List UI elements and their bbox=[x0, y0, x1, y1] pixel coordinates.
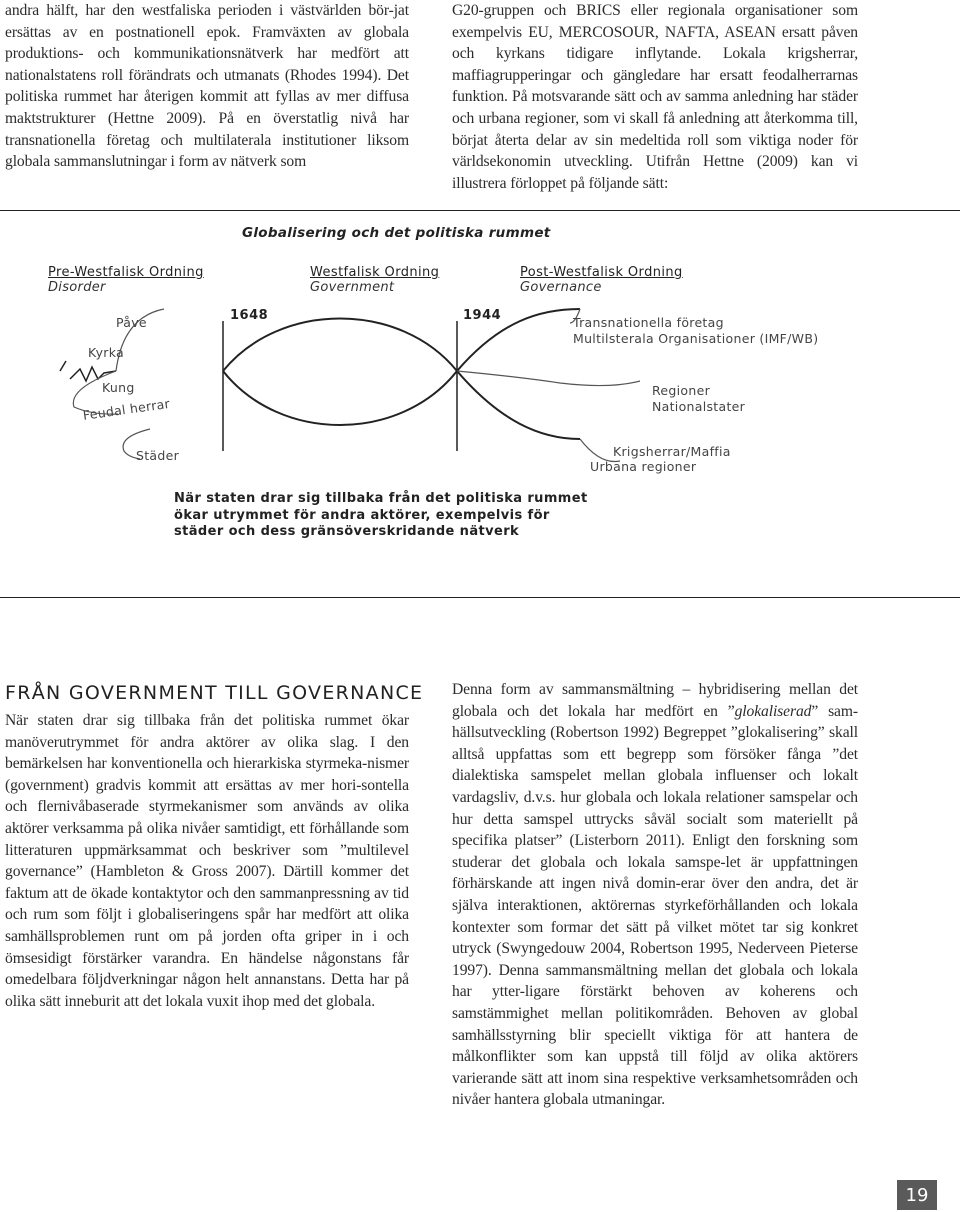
page-number: 19 bbox=[897, 1180, 937, 1210]
label-krigsherrar: Krigsherrar/Maffia bbox=[613, 444, 731, 459]
era-post-westphalian-sub: Governance bbox=[520, 280, 602, 295]
section-heading: FRÅN GOVERNMENT TILL GOVERNANCE bbox=[5, 682, 424, 704]
body-text-bottom-left bbox=[5, 710, 409, 1012]
label-pave: Påve bbox=[116, 315, 147, 330]
body-text-bottom-right bbox=[452, 679, 858, 1111]
label-stader: Städer bbox=[136, 448, 180, 463]
year-1944: 1944 bbox=[463, 308, 502, 323]
era-pre-westphalian: Pre-Westfalisk Ordning bbox=[48, 265, 204, 280]
label-nationalstater: Nationalstater bbox=[652, 399, 746, 414]
paragraph-bottom-right-part-2: ” sam-hällsutveckling (Robertson 1992) Begreppet ”glokalisering” skall alltså uppfattas som ett begrepp som försöker fånga ”det dialektiska samspelet mellan globala influenser och lokalt vardagsliv, d.v.s. hur globala och lokala relationer samspelar och hur detta samspel uttrycks såväl socialt som materiellt på specifika platser” (Listerborn 2011). Enligt den forskning som studerar det globala och lokala samspe-let är uppfattningen förhärskande att ingen nivå domin-erar över den andra, det är själva interaktionen, aktörernas styrkeförhållanden och lokala kontexter som formar det sätt på vilket mötet tar sig konkret utryck (Swyngedouw 2004, Robertson 1995, Nederveen Pieterse 1997). Denna sammansmältning mellan det globala och lokala har ytter-ligare förstärkt behoven av koherens och samstämmighet mellan politikområden. Behoven av global samhällsstyrning blir speciellt viktiga för att hantera de målkonflikter som kan uppstå till följd av olika aktörers varierande sätt att inom sina respektive verksamhetsområden och nivåer hantera globala utmaningar. bbox=[452, 702, 858, 1109]
diagram-title: Globalisering och det politiska rummet bbox=[242, 225, 551, 241]
body-text-top-left bbox=[5, 0, 409, 173]
era-post-westphalian: Post-Westfalisk Ordning bbox=[520, 265, 683, 280]
label-transnational: Transnationella företag bbox=[573, 315, 724, 330]
paragraph-top-left: andra hälft, har den westfaliska perioden i västvärlden bör-jat ersättas av en postnationell epok. Framväxten av globala produktions- och kommunikationsnätverk har medfört att nationalstatens roll förändrats och utmanats (Rhodes 1994). Det politiska rummet har återigen kommit att fyllas av mer diffusa maktstrukturer (Hettne 2009). På en överstatlig nivå har transnationella företag och multilaterala institutioner liksom globala sammanslutningar i form av nätverk som bbox=[5, 2, 409, 171]
curve-to-regions bbox=[457, 371, 640, 386]
paragraph-top-right: G20-gruppen och BRICS eller regionala organisationer som exempelvis EU, MERCOSOUR, NAFTA, ASEAN ersatt påven och kyrkans tidigare inflytande. Lokala krigsherrar, maffiagrupperingar och gängledare har ersatt feodalherrarnas funktion. På motsvarande sätt och av samma anledning har städer och urbana regioner, som vi skall få anledning att återkomma till, börjat återta delar av sin medeltida roll som viktiga noder för världsekonomin utveckling. Utifrån Hettne (2009) kan vi illustrera förloppet på följande sätt: bbox=[452, 2, 858, 192]
paragraph-bottom-right bbox=[452, 679, 858, 1111]
era-westphalian-sub: Government bbox=[310, 280, 395, 295]
label-feudal-herrar: Feudal herrar bbox=[82, 395, 171, 423]
label-regioner: Regioner bbox=[652, 383, 711, 398]
curve-lower-state bbox=[223, 309, 580, 425]
era-pre-westphalian-sub: Disorder bbox=[48, 280, 106, 295]
year-1648: 1648 bbox=[230, 308, 269, 323]
label-kung: Kung bbox=[102, 380, 135, 395]
label-kyrka: Kyrka bbox=[88, 345, 125, 360]
emphasized-term: glokaliserad bbox=[734, 702, 812, 720]
paragraph-bottom-right-part-1: Denna form av sammansmältning – hybridisering mellan det globala och det lokala har medfört en ” bbox=[452, 681, 858, 720]
paragraph-bottom-left: När staten drar sig tillbaka från det politiska rummet ökar manöverutrymmet för andra aktörer av olika slag. I den bemärkelsen har konventionella och hierarkiska styrmeka-nismer (government) gradvis kommit att ersättas av mer hori-sontella och flernivåbaserade styrmekanismer som används av olika aktörer verksamma på olika nivåer samtidigt, ett förhållande som litteraturen uppmärksammat och beskriver som ”multilevel governance” (Hambleton & Gross 2007). Därtill kommer det faktum att de ökade kontaktytor och den sammanpressning av tid och rum som följt i globaliseringens spår har medfört att olika samhällsproblemen runt om på jorden ofta griper in i och ömsesidigt förstärker varandra. En händelse någonstans får omedelbara följdverkningar någon helt annanstans. Detta har på olika sätt inneburit att det lokala vuxit ihop med det globala. bbox=[5, 712, 409, 1010]
globalization-diagram bbox=[0, 210, 960, 598]
body-text-top-right bbox=[452, 0, 858, 194]
label-urbana-regioner: Urbana regioner bbox=[590, 459, 697, 474]
era-westphalian: Westfalisk Ordning bbox=[310, 265, 440, 280]
diagram-caption: När staten drar sig tillbaka från det politiska rummet ökar utrymmet för andra aktörer, exempelvis för städer och dess gränsöverskridande nätverk bbox=[174, 491, 588, 539]
label-multilateral: Multilsterala Organisationer (IMF/WB) bbox=[573, 331, 819, 346]
disorder-zigzag bbox=[60, 361, 116, 381]
